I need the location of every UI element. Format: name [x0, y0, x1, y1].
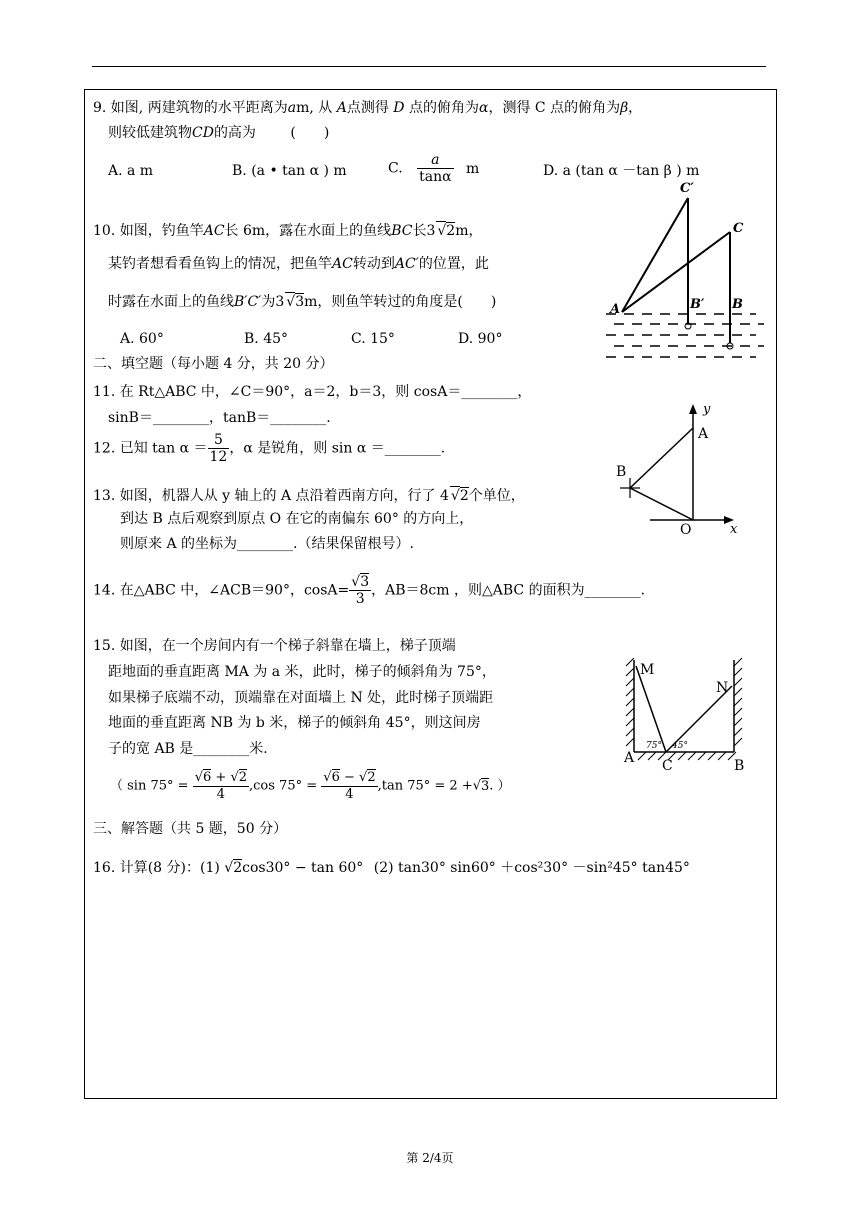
q9-option-d: D. a (tan α －tan β ) m [543, 163, 700, 179]
q15-line2: 距地面的垂直距离 MA 为 a 米，此时，梯子的倾斜角为 75°， [108, 664, 496, 680]
y-axis-arrow [689, 404, 697, 414]
q13-line1: 13. 如图，机器人从 y 轴上的 A 点沿着西南方向，行了 4 √2个单位， [93, 488, 525, 504]
q16-line: 16. 计算(8 分)：(1) √2cos30° − tan 60° (2) tan30° sin60° ＋cos²30° －sin²45° tan45° [93, 860, 690, 876]
q9-line2: 则较低建筑物CD的高为 ( ) [108, 125, 330, 141]
section-3-heading: 三、解答题（共 5 题，50 分） [93, 821, 288, 837]
q15-hint: （ sin 75° = $\frac{√6 + √2}{4}$ ,cos 75° = $\frac{√6 - √2}{4}$ ,tan 75° = 2 +√3. ） [110, 770, 511, 802]
section-2-heading: 二、填空题（每小题 4 分，共 20 分） [93, 356, 334, 372]
q10-option-a: A. 60° [120, 331, 164, 347]
label-m: M [640, 662, 655, 678]
segment-bo [630, 488, 693, 520]
label-c-prime: C′ [680, 181, 694, 196]
q11-line2: sinB＝________，tanB＝________. [108, 410, 331, 426]
q10-figure [602, 180, 772, 360]
q15-line1: 15. 如图，在一个房间内有一个梯子斜靠在墙上，梯子顶端 [93, 638, 456, 654]
label-a: A [624, 750, 635, 766]
label-a: A [698, 426, 709, 442]
rod-ac [622, 232, 730, 312]
q9-option-c: C. $\frac{a}{\tan\alpha}$ m [388, 152, 480, 185]
q9-line1: 9. 如图, 两建筑物的水平距离为am, 从 A点测得 D 点的俯角为α，测得 C 点的俯角为β， [93, 100, 643, 116]
q13-figure [610, 400, 745, 535]
label-b: B [732, 297, 743, 312]
label-c: C [733, 221, 744, 236]
angle-45: 45° [672, 741, 688, 751]
ladder-cm [636, 666, 666, 752]
label-b: B [616, 464, 627, 480]
label-a: A [610, 302, 621, 317]
rod-ac-prime [622, 198, 688, 312]
label-y: y [703, 402, 711, 417]
segment-ab [630, 428, 693, 488]
q10-line2: 某钓者想看看鱼钩上的情况，把鱼竿AC转动到AC′的位置，此 [108, 256, 489, 272]
q9-option-b: B. (a • tan α ) m [232, 163, 347, 179]
q11-line1: 11. 在 Rt△ABC 中，∠C＝90°，a＝2，b＝3，则 cosA＝________， [93, 384, 532, 400]
water-waves [606, 314, 764, 357]
header-rule [92, 66, 766, 67]
page-number: 第 2/4页 [406, 1151, 454, 1165]
q15-line4: 地面的垂直距离 NB 为 b 米，梯子的倾斜角 45°，则这间房 [108, 715, 481, 731]
label-x: x [730, 522, 738, 535]
q9-option-a: A. a m [108, 163, 154, 179]
q10-option-d: D. 90° [458, 331, 503, 347]
q10-line1: 10. 如图，钓鱼竿AC长 6m，露在水面上的鱼线BC长3 √2m， [93, 223, 483, 239]
q15-line5: 子的宽 AB 是________米. [108, 741, 268, 757]
q15-line3: 如果梯子底端不动，顶端靠在对面墙上 N 处，此时梯子顶端距 [108, 690, 494, 706]
q13-line2: 到达 B 点后观察到原点 O 在它的南偏东 60° 的方向上， [120, 511, 474, 527]
q15-figure [622, 652, 747, 774]
angle-75: 75° [646, 741, 662, 751]
q13-line3: 则原来 A 的坐标为________.（结果保留根号）. [120, 536, 414, 552]
q12-line: 12. 已知 tan α ＝ $\frac{5}{12}$ ，α 是锐角，则 sin α ＝________. [93, 432, 446, 465]
label-b: B [734, 758, 745, 774]
label-c: C [662, 758, 673, 774]
label-n: N [716, 680, 729, 696]
label-o: O [680, 522, 692, 535]
q14-line: 14. 在△ABC 中，∠ACB＝90°，cosA= $\frac{√3}{3}$ ，AB＝8cm ，则△ABC 的面积为________. [93, 574, 646, 607]
label-b-prime: B′ [690, 297, 705, 312]
q10-line3: 时露在水面上的鱼线B′C′为3 √3m，则鱼竿转过的角度是( ) [108, 294, 497, 310]
q10-option-c: C. 15° [351, 331, 395, 347]
q10-option-b: B. 45° [244, 331, 289, 347]
